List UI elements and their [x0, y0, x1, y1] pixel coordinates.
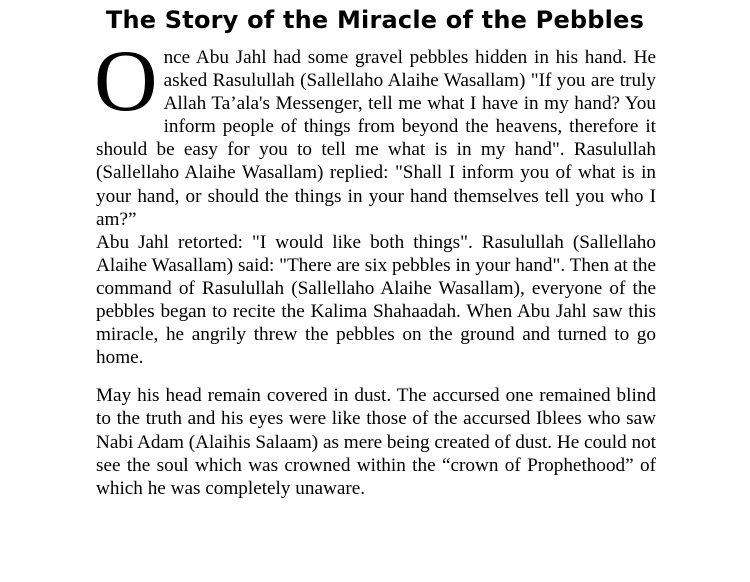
paragraph-2: Abu Jahl retorted: "I would like both things". Rasulullah (Sallellaho Alaihe Wasallam) said: "There are six pebbles in your hand". Then at the command of Rasulullah (Sallellaho Alaihe Wasallam), everyone of the pebbles began to recite the Kalima Shahaadah. When Abu Jahl saw this miracle, he angrily threw the pebbles on the ground and turned to go home.	[96, 231, 656, 369]
paragraph-3: May his head remain covered in dust. The accursed one remained blind to the truth and his eyes were like those of the accursed Iblees who saw Nabi Adam (Alaihis Salaam) as mere being created of dust. He could not see the soul which was crowned within the “crown of Prophethood” of which he was completely unaware.	[96, 385, 656, 499]
paragraph-1	[94, 33, 656, 231]
story-body	[94, 33, 656, 500]
page-title: The Story of the Miracle of the Pebbles	[105, 6, 645, 34]
paragraph-1-text: nce Abu Jahl had some gravel pebbles hidden in his hand. He asked Rasulullah (Sallellaho Alaihe Wasallam) "If you are truly Allah Ta’ala's Messenger, tell me what I have in my hand? You inform people of things from beyond the heavens, therefore it should be easy for you to tell me what is in my hand". Rasulullah (Sallellaho Alaihe Wasallam) replied: "Shall I inform you of what is in your hand, or should the things in your hand themselves tell you who I am?”	[96, 47, 656, 230]
drop-cap-letter: O	[94, 33, 158, 130]
